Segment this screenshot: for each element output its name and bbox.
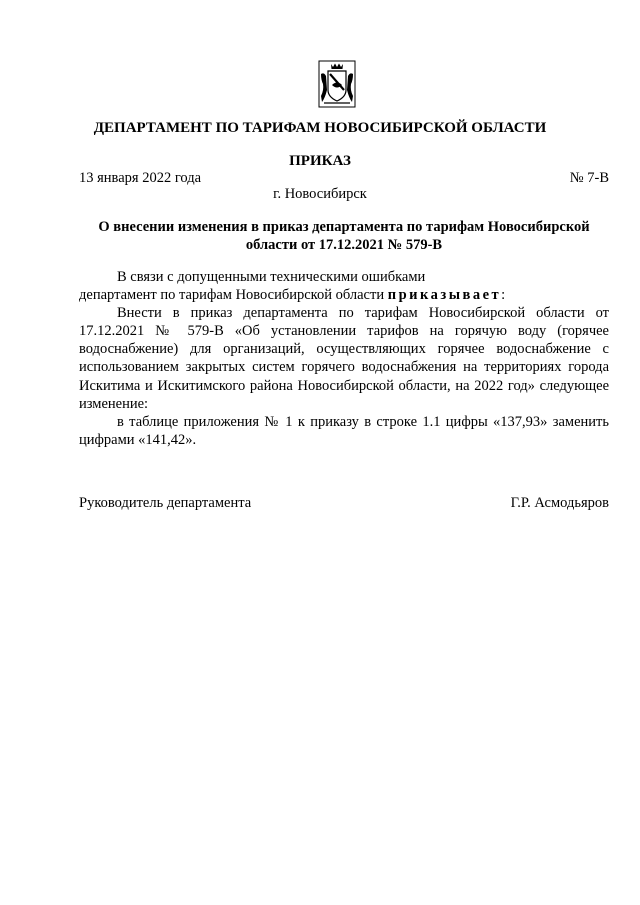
order-paragraph-1: Внести в приказ департамента по тарифам Новосибирской области от 17.12.2021 № 579-В «Об установлении тарифов на горячую воду (горячее водоснабжение) для организаций, осуществляющих горячее водоснабжение с использованием закрытых систем горячего водоснабжения на территориях города Искитима и Искитимского района Новосибирской области, на 2022 год» следующее изменение: [79, 305, 609, 412]
signature-name: Г.Р. Асмодьяров [510, 495, 609, 511]
preamble-line-2 [79, 286, 609, 304]
document-number: № 7-В [569, 170, 609, 186]
coat-of-arms-icon [318, 60, 356, 108]
document-subject: О внесении изменения в приказ департамента по тарифам Новосибирской области от 17.12.2021 № 579-В [98, 219, 590, 253]
signature-role: Руководитель департамента [79, 495, 252, 511]
department-title: ДЕПАРТАМЕНТ ПО ТАРИФАМ НОВОСИБИРСКОЙ ОБЛАСТИ [93, 120, 547, 136]
preamble-authority: департамент по тарифам Новосибирской области [79, 287, 385, 304]
document-body [79, 268, 609, 449]
preamble-command: приказывает [387, 287, 502, 304]
preamble-colon: : [501, 287, 506, 304]
document-date: 13 января 2022 года [79, 170, 202, 186]
preamble-line-1: В связи с допущенными техническими ошибками [117, 269, 426, 285]
order-paragraph-2: в таблице приложения № 1 к приказу в строке 1.1 цифры «137,93» заменить цифрами «141,42». [79, 413, 609, 448]
document-type: ПРИКАЗ [289, 153, 351, 169]
document-city: г. Новосибирск [273, 186, 367, 202]
